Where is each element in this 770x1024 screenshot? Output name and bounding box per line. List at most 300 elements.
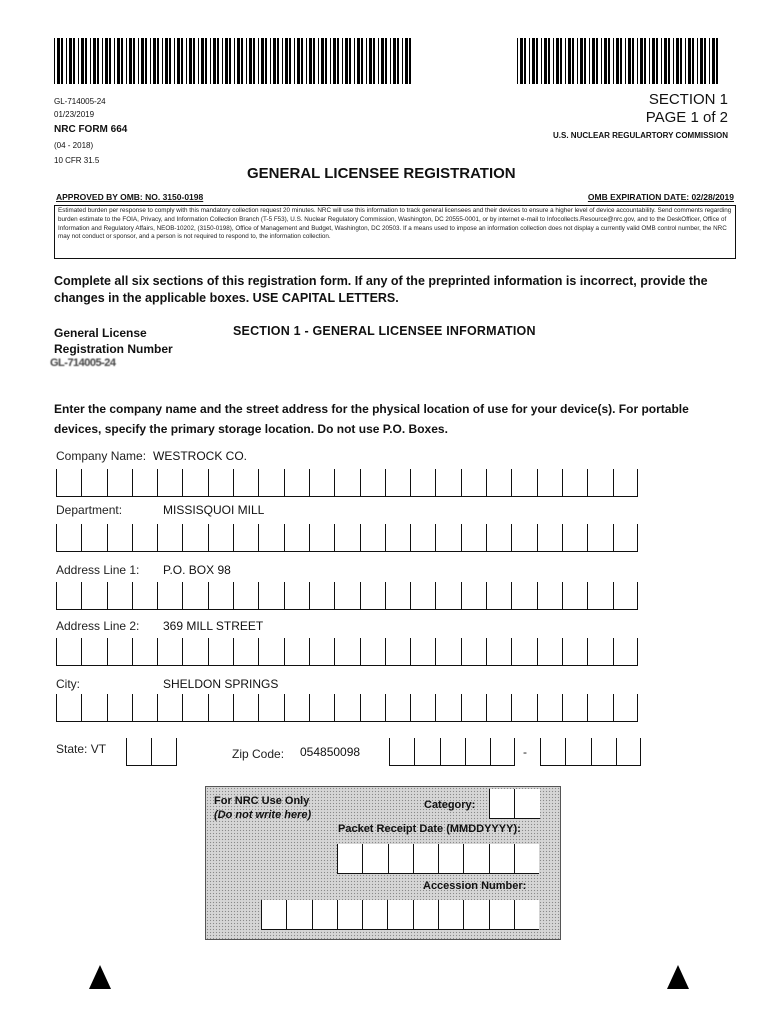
barcode-bar bbox=[225, 38, 228, 84]
char-box[interactable] bbox=[157, 469, 182, 497]
char-box bbox=[362, 844, 387, 874]
char-box[interactable] bbox=[334, 469, 359, 497]
barcode-left bbox=[54, 38, 416, 84]
barcode-bar bbox=[644, 38, 646, 84]
barcode-bar bbox=[237, 38, 240, 84]
registration-mark-left bbox=[89, 965, 111, 989]
category-boxes bbox=[489, 789, 540, 819]
registration-label-line1: General License bbox=[54, 326, 147, 340]
char-box[interactable] bbox=[334, 582, 359, 610]
char-box[interactable] bbox=[537, 469, 562, 497]
barcode-bar bbox=[580, 38, 583, 84]
barcode-bar bbox=[313, 38, 315, 84]
char-box[interactable] bbox=[132, 524, 157, 552]
barcode-bar bbox=[265, 38, 267, 84]
barcode-bar bbox=[69, 38, 72, 84]
barcode-bar bbox=[213, 38, 216, 84]
barcode-bar bbox=[181, 38, 183, 84]
barcode-bar bbox=[592, 38, 595, 84]
char-box[interactable] bbox=[537, 638, 562, 666]
char-box[interactable] bbox=[435, 524, 460, 552]
barcode-bar bbox=[81, 38, 84, 84]
barcode-bar bbox=[294, 38, 295, 84]
barcode-bar bbox=[129, 38, 132, 84]
char-box[interactable] bbox=[258, 694, 283, 722]
barcode-bar bbox=[649, 38, 650, 84]
char-box[interactable] bbox=[360, 694, 385, 722]
char-box[interactable] bbox=[132, 694, 157, 722]
char-box[interactable] bbox=[537, 582, 562, 610]
char-box[interactable] bbox=[208, 582, 233, 610]
barcode-bar bbox=[661, 38, 662, 84]
barcode-bar bbox=[145, 38, 147, 84]
char-box[interactable] bbox=[486, 469, 511, 497]
char-box[interactable] bbox=[385, 694, 410, 722]
char-box[interactable] bbox=[208, 469, 233, 497]
char-box bbox=[312, 900, 337, 930]
char-box[interactable] bbox=[587, 638, 612, 666]
barcode-bar bbox=[632, 38, 634, 84]
barcode-bar bbox=[625, 38, 626, 84]
barcode-bar bbox=[620, 38, 622, 84]
char-box[interactable] bbox=[182, 582, 207, 610]
char-box[interactable] bbox=[157, 694, 182, 722]
barcode-bar bbox=[584, 38, 586, 84]
barcode-bar bbox=[378, 38, 379, 84]
address-line2-value: 369 MILL STREET bbox=[163, 619, 264, 633]
barcode-bar bbox=[565, 38, 566, 84]
char-box[interactable] bbox=[486, 524, 511, 552]
char-box[interactable] bbox=[385, 582, 410, 610]
barcode-bar bbox=[673, 38, 674, 84]
char-box[interactable] bbox=[613, 469, 638, 497]
barcode-bar bbox=[517, 38, 518, 84]
char-box[interactable] bbox=[233, 524, 258, 552]
barcode-bar bbox=[357, 38, 360, 84]
char-box bbox=[489, 789, 514, 819]
barcode-bar bbox=[656, 38, 658, 84]
barcode-bar bbox=[577, 38, 578, 84]
char-box[interactable] bbox=[208, 694, 233, 722]
char-box[interactable] bbox=[389, 738, 414, 766]
barcode-bar bbox=[589, 38, 590, 84]
char-box[interactable] bbox=[360, 469, 385, 497]
char-box[interactable] bbox=[562, 638, 587, 666]
registration-label-line2: Registration Number bbox=[54, 342, 173, 356]
barcode-bar bbox=[150, 38, 151, 84]
barcode-bar bbox=[141, 38, 144, 84]
char-box[interactable] bbox=[511, 469, 536, 497]
zip-extension-boxes[interactable] bbox=[540, 738, 641, 766]
omb-approval: APPROVED BY OMB: NO. 3150-0198 bbox=[56, 192, 204, 202]
char-box[interactable] bbox=[258, 638, 283, 666]
accession-number-label: Accession Number: bbox=[423, 880, 527, 892]
barcode-bar bbox=[174, 38, 175, 84]
burden-notice: Estimated burden per response to comply with this mandatory collection request 20 minutes. NRC will use this information to track general licensees and their devices to ensure a higher level of device accountability. Send comments regarding burden estimate to the FOIA, Privacy, and Information Collection Branch (T-5 F53), U.S. Nuclear Regulatory Commission, Washington, DC 20555-0001, or by internet e-mail to Infocollects.Resource@nrc.gov, and to the DeskOfficer, Office of Information and Regulatory Affairs, NEOB-10202, (3150-0198), Office of Management and Budget, Washington, DC 20503. If a means used to impose an information collection does not display a currently valid OMB control number, the NRC may not conduct or sponsor, and a person is not required to respond to, the information collection. bbox=[54, 205, 736, 259]
barcode-bar bbox=[186, 38, 187, 84]
barcode-bar bbox=[282, 38, 283, 84]
barcode-bar bbox=[162, 38, 163, 84]
barcode-bar bbox=[61, 38, 63, 84]
char-box[interactable] bbox=[562, 469, 587, 497]
department-boxes[interactable] bbox=[56, 524, 638, 552]
barcode-bar bbox=[273, 38, 276, 84]
char-box[interactable] bbox=[461, 638, 486, 666]
barcode-bar bbox=[342, 38, 343, 84]
char-box[interactable] bbox=[511, 638, 536, 666]
char-box[interactable] bbox=[410, 582, 435, 610]
doc-date: 01/23/2019 bbox=[54, 110, 95, 119]
char-box[interactable] bbox=[461, 694, 486, 722]
char-box[interactable] bbox=[511, 582, 536, 610]
char-box[interactable] bbox=[56, 638, 81, 666]
barcode-bar bbox=[337, 38, 339, 84]
barcode-bar bbox=[560, 38, 562, 84]
barcode-bar bbox=[321, 38, 324, 84]
char-box[interactable] bbox=[587, 694, 612, 722]
barcode-bar bbox=[121, 38, 123, 84]
barcode-bar bbox=[700, 38, 703, 84]
char-box[interactable] bbox=[511, 524, 536, 552]
barcode-bar bbox=[309, 38, 312, 84]
barcode-bar bbox=[165, 38, 168, 84]
doc-code: GL-714005-24 bbox=[54, 97, 106, 106]
barcode-bar bbox=[126, 38, 127, 84]
cfr-reference: 10 CFR 31.5 bbox=[54, 156, 100, 165]
char-box[interactable] bbox=[511, 694, 536, 722]
barcode-bar bbox=[402, 38, 403, 84]
barcode-bar bbox=[90, 38, 91, 84]
barcode-bar bbox=[640, 38, 643, 84]
char-box[interactable] bbox=[81, 694, 106, 722]
char-box[interactable] bbox=[461, 524, 486, 552]
barcode-bar bbox=[325, 38, 327, 84]
nrc-use-only-box bbox=[205, 786, 561, 940]
char-box[interactable] bbox=[258, 469, 283, 497]
char-box[interactable] bbox=[107, 582, 132, 610]
packet-receipt-boxes bbox=[337, 844, 539, 874]
barcode-bar bbox=[385, 38, 387, 84]
char-box[interactable] bbox=[587, 582, 612, 610]
char-box[interactable] bbox=[56, 524, 81, 552]
char-box bbox=[337, 844, 362, 874]
char-box[interactable] bbox=[565, 738, 590, 766]
barcode-bar bbox=[709, 38, 710, 84]
zip-code-label: Zip Code: bbox=[232, 747, 285, 761]
barcode-bar bbox=[109, 38, 111, 84]
char-box[interactable] bbox=[591, 738, 616, 766]
char-box[interactable] bbox=[151, 738, 176, 766]
char-box[interactable] bbox=[56, 469, 81, 497]
char-box[interactable] bbox=[107, 694, 132, 722]
char-box bbox=[463, 900, 488, 930]
char-box[interactable] bbox=[435, 694, 460, 722]
barcode-bar bbox=[688, 38, 691, 84]
barcode-bar bbox=[85, 38, 87, 84]
char-box[interactable] bbox=[613, 694, 638, 722]
char-box bbox=[489, 900, 514, 930]
barcode-bar bbox=[54, 38, 55, 84]
char-box[interactable] bbox=[562, 694, 587, 722]
barcode-bar bbox=[568, 38, 571, 84]
char-box[interactable] bbox=[309, 694, 334, 722]
barcode-bar bbox=[529, 38, 530, 84]
section-heading: SECTION 1 - GENERAL LICENSEE INFORMATION bbox=[233, 324, 536, 338]
barcode-bar bbox=[153, 38, 156, 84]
char-box[interactable] bbox=[126, 738, 151, 766]
char-box[interactable] bbox=[414, 738, 439, 766]
char-box[interactable] bbox=[440, 738, 465, 766]
barcode-bar bbox=[637, 38, 638, 84]
char-box[interactable] bbox=[410, 638, 435, 666]
char-box[interactable] bbox=[309, 524, 334, 552]
char-box[interactable] bbox=[309, 638, 334, 666]
barcode-bar bbox=[572, 38, 574, 84]
char-box bbox=[362, 900, 387, 930]
char-box[interactable] bbox=[284, 582, 309, 610]
barcode-bar bbox=[217, 38, 219, 84]
barcode-bar bbox=[270, 38, 271, 84]
char-box[interactable] bbox=[81, 469, 106, 497]
department-label: Department: bbox=[56, 503, 123, 517]
char-box bbox=[489, 844, 514, 874]
page-number: PAGE 1 of 2 bbox=[645, 109, 728, 126]
city-value: SHELDON SPRINGS bbox=[163, 677, 279, 691]
char-box bbox=[438, 900, 463, 930]
city-boxes[interactable] bbox=[56, 694, 638, 722]
char-box bbox=[387, 900, 412, 930]
char-box[interactable] bbox=[81, 524, 106, 552]
char-box[interactable] bbox=[309, 582, 334, 610]
char-box[interactable] bbox=[258, 524, 283, 552]
barcode-bar bbox=[66, 38, 67, 84]
barcode-bar bbox=[306, 38, 307, 84]
char-box[interactable] bbox=[81, 582, 106, 610]
barcode-bar bbox=[205, 38, 207, 84]
char-box[interactable] bbox=[107, 638, 132, 666]
barcode-right bbox=[517, 38, 722, 84]
char-box[interactable] bbox=[334, 638, 359, 666]
char-box[interactable] bbox=[537, 694, 562, 722]
barcode-bar bbox=[524, 38, 526, 84]
char-box[interactable] bbox=[613, 524, 638, 552]
barcode-bar bbox=[366, 38, 367, 84]
char-box[interactable] bbox=[410, 694, 435, 722]
barcode-bar bbox=[57, 38, 60, 84]
barcode-bar bbox=[193, 38, 195, 84]
char-box[interactable] bbox=[410, 524, 435, 552]
char-box[interactable] bbox=[562, 524, 587, 552]
char-box[interactable] bbox=[360, 524, 385, 552]
barcode-bar bbox=[553, 38, 554, 84]
char-box[interactable] bbox=[334, 524, 359, 552]
char-box[interactable] bbox=[233, 694, 258, 722]
barcode-bar bbox=[676, 38, 679, 84]
char-box[interactable] bbox=[540, 738, 565, 766]
char-box[interactable] bbox=[360, 582, 385, 610]
char-box[interactable] bbox=[182, 694, 207, 722]
barcode-bar bbox=[685, 38, 686, 84]
char-box[interactable] bbox=[107, 524, 132, 552]
char-box[interactable] bbox=[562, 582, 587, 610]
char-box bbox=[514, 844, 539, 874]
barcode-bar bbox=[369, 38, 372, 84]
registration-number: GL-714005-24 bbox=[50, 357, 116, 369]
char-box bbox=[514, 789, 539, 819]
nrc-use-only-label: For NRC Use Only bbox=[214, 795, 310, 807]
agency-name: U.S. NUCLEAR REGULARTORY COMMISSION bbox=[553, 131, 728, 140]
char-box[interactable] bbox=[613, 638, 638, 666]
char-box[interactable] bbox=[107, 469, 132, 497]
char-box[interactable] bbox=[490, 738, 515, 766]
char-box bbox=[261, 900, 286, 930]
char-box[interactable] bbox=[435, 469, 460, 497]
char-box[interactable] bbox=[613, 582, 638, 610]
char-box[interactable] bbox=[461, 469, 486, 497]
barcode-bar bbox=[604, 38, 607, 84]
char-box[interactable] bbox=[385, 469, 410, 497]
barcode-bar bbox=[117, 38, 120, 84]
address-line1-boxes[interactable] bbox=[56, 582, 638, 610]
barcode-bar bbox=[261, 38, 264, 84]
char-box[interactable] bbox=[182, 524, 207, 552]
barcode-bar bbox=[102, 38, 103, 84]
barcode-bar bbox=[229, 38, 231, 84]
char-box[interactable] bbox=[360, 638, 385, 666]
barcode-bar bbox=[345, 38, 348, 84]
registration-mark-right bbox=[667, 965, 689, 989]
barcode-bar bbox=[177, 38, 180, 84]
char-box[interactable] bbox=[208, 638, 233, 666]
department-value: MISSISQUOI MILL bbox=[163, 503, 265, 517]
barcode-bar bbox=[234, 38, 235, 84]
char-box bbox=[286, 900, 311, 930]
char-box[interactable] bbox=[284, 469, 309, 497]
barcode-bar bbox=[405, 38, 408, 84]
char-box[interactable] bbox=[157, 582, 182, 610]
barcode-bar bbox=[532, 38, 535, 84]
char-box[interactable] bbox=[461, 582, 486, 610]
barcode-bar bbox=[138, 38, 139, 84]
barcode-bar bbox=[409, 38, 411, 84]
omb-expiration: OMB EXPIRATION DATE: 02/28/2019 bbox=[587, 192, 734, 202]
barcode-bar bbox=[692, 38, 694, 84]
address-line1-label: Address Line 1: bbox=[56, 563, 140, 577]
char-box[interactable] bbox=[132, 582, 157, 610]
barcode-bar bbox=[668, 38, 670, 84]
barcode-bar bbox=[541, 38, 542, 84]
zip-dash: - bbox=[523, 745, 527, 759]
barcode-bar bbox=[105, 38, 108, 84]
barcode-bar bbox=[78, 38, 79, 84]
char-box[interactable] bbox=[132, 638, 157, 666]
barcode-bar bbox=[381, 38, 384, 84]
char-box[interactable] bbox=[56, 694, 81, 722]
char-box[interactable] bbox=[258, 582, 283, 610]
char-box[interactable] bbox=[233, 469, 258, 497]
char-box[interactable] bbox=[132, 469, 157, 497]
state-boxes[interactable] bbox=[126, 738, 177, 766]
barcode-bar bbox=[556, 38, 559, 84]
complete-all-instruction: Complete all six sections of this registration form. If any of the preprinted information is incorrect, provide the changes in the applicable boxes. USE CAPITAL LETTERS. bbox=[54, 274, 708, 305]
char-box[interactable] bbox=[486, 582, 511, 610]
address-line1-value: P.O. BOX 98 bbox=[163, 563, 231, 577]
city-label: City: bbox=[56, 677, 80, 691]
char-box[interactable] bbox=[385, 638, 410, 666]
char-box[interactable] bbox=[56, 582, 81, 610]
company-name-boxes[interactable] bbox=[56, 469, 638, 497]
barcode-bar bbox=[390, 38, 391, 84]
barcode-bar bbox=[114, 38, 115, 84]
zip-code-boxes[interactable] bbox=[389, 738, 515, 766]
char-box bbox=[388, 844, 413, 874]
barcode-bar bbox=[680, 38, 682, 84]
char-box[interactable] bbox=[182, 469, 207, 497]
barcode-bar bbox=[520, 38, 523, 84]
char-box[interactable] bbox=[435, 638, 460, 666]
barcode-bar bbox=[93, 38, 96, 84]
char-box[interactable] bbox=[465, 738, 490, 766]
char-box[interactable] bbox=[587, 524, 612, 552]
barcode-bar bbox=[73, 38, 75, 84]
char-box[interactable] bbox=[385, 524, 410, 552]
char-box[interactable] bbox=[537, 524, 562, 552]
barcode-bar bbox=[201, 38, 204, 84]
char-box[interactable] bbox=[208, 524, 233, 552]
char-box[interactable] bbox=[81, 638, 106, 666]
barcode-bar bbox=[628, 38, 631, 84]
section-number: SECTION 1 bbox=[648, 91, 728, 108]
zip-code-value: 054850098 bbox=[300, 745, 361, 759]
char-box[interactable] bbox=[435, 582, 460, 610]
char-box[interactable] bbox=[157, 524, 182, 552]
barcode-bar bbox=[361, 38, 363, 84]
char-box[interactable] bbox=[233, 638, 258, 666]
char-box bbox=[438, 844, 463, 874]
barcode-bar bbox=[664, 38, 667, 84]
char-box[interactable] bbox=[309, 469, 334, 497]
barcode-bar bbox=[285, 38, 288, 84]
company-name-value: WESTROCK CO. bbox=[153, 449, 248, 463]
char-box bbox=[514, 900, 539, 930]
barcode-bar bbox=[249, 38, 252, 84]
char-box[interactable] bbox=[284, 694, 309, 722]
char-box[interactable] bbox=[157, 638, 182, 666]
char-box[interactable] bbox=[486, 638, 511, 666]
char-box[interactable] bbox=[486, 694, 511, 722]
barcode-bar bbox=[318, 38, 319, 84]
barcode-bar bbox=[157, 38, 159, 84]
barcode-bar bbox=[601, 38, 602, 84]
barcode-bar bbox=[716, 38, 718, 84]
char-box[interactable] bbox=[284, 638, 309, 666]
barcode-bar bbox=[712, 38, 715, 84]
barcode-bar bbox=[704, 38, 706, 84]
char-box[interactable] bbox=[233, 582, 258, 610]
barcode-bar bbox=[289, 38, 291, 84]
char-box[interactable] bbox=[616, 738, 641, 766]
char-box[interactable] bbox=[284, 524, 309, 552]
barcode-bar bbox=[246, 38, 247, 84]
char-box[interactable] bbox=[410, 469, 435, 497]
barcode-bar bbox=[241, 38, 243, 84]
char-box[interactable] bbox=[182, 638, 207, 666]
char-box[interactable] bbox=[334, 694, 359, 722]
char-box[interactable] bbox=[587, 469, 612, 497]
address-line2-boxes[interactable] bbox=[56, 638, 638, 666]
char-box bbox=[463, 844, 488, 874]
barcode-bar bbox=[596, 38, 598, 84]
